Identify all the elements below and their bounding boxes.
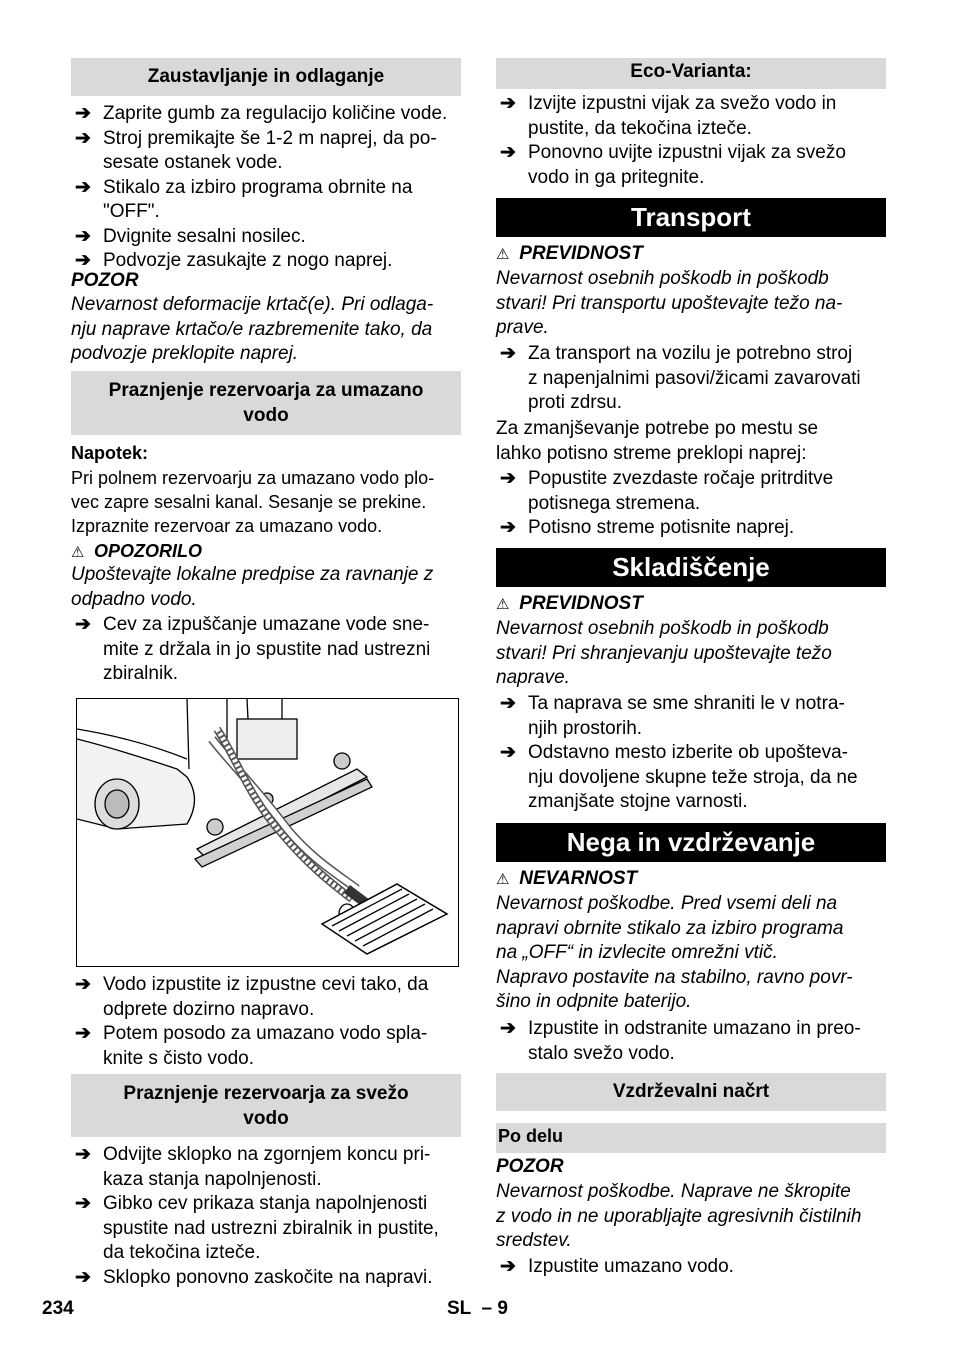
- section-title-dirty-water: Praznjenje rezervoarja za umazano vodo: [71, 371, 461, 435]
- list-item: [71, 973, 461, 1022]
- list-item-text: Potem posodo za umazano vodo spla- knite s čisto vodo.: [103, 1023, 428, 1069]
- list-item-text: Dvignite sesalni nosilec.: [103, 225, 306, 247]
- list-item: [71, 1192, 461, 1266]
- transport-warning-label-text: PREVIDNOST: [519, 243, 643, 264]
- warning-triangle-icon: ⚠: [496, 596, 510, 613]
- heading-care: Nega in vzdrževanje: [496, 823, 886, 862]
- warning-label: [71, 539, 461, 566]
- subsection-title-po-delu: Po delu: [496, 1123, 886, 1153]
- list-item-text: Popustite zvezdaste ročaje pritrditve potisnega stremena.: [528, 468, 834, 514]
- pozor-label: POZOR: [71, 270, 139, 291]
- list-item-text: Podvozje zasukajte z nogo naprej.: [103, 250, 393, 271]
- list-item: [496, 1255, 886, 1280]
- list-item-text: Odvijte sklopko na zgornjem koncu pri- kaza stanja napolnjenosti.: [103, 1144, 431, 1190]
- drain-hose-drawing: [77, 699, 459, 967]
- arrow-bullet-icon: ➔: [500, 343, 516, 364]
- list-fresh-water: [71, 1143, 461, 1290]
- list-item: [71, 1143, 461, 1192]
- list-item: [71, 225, 461, 250]
- list-item: [496, 467, 886, 516]
- arrow-bullet-icon: ➔: [75, 127, 91, 149]
- heading-storage: Skladiščenje: [496, 548, 886, 587]
- list-item-text: Izpustite umazano vodo.: [528, 1256, 734, 1277]
- arrow-bullet-icon: ➔: [75, 1266, 91, 1288]
- list-item-text: Stroj premikajte še 1-2 m naprej, da po- sesate ostanek vode.: [103, 127, 437, 173]
- arrow-bullet-icon: ➔: [500, 468, 516, 489]
- warning-label-text: OPOZORILO: [94, 541, 203, 561]
- arrow-bullet-icon: ➔: [500, 93, 516, 114]
- warning-text: Upoštevajte lokalne predpise za ravnanje z odpadno vodo.: [71, 564, 434, 610]
- storage-warning-label: [496, 592, 886, 618]
- section-title-stopping: Zaustavljanje in odlaganje: [71, 58, 461, 96]
- section-title-fresh-water: Praznjenje rezervoarja za svežo vodo: [71, 1074, 461, 1137]
- storage-warning-label-text: PREVIDNOST: [519, 593, 643, 614]
- list-stopping: [71, 102, 461, 274]
- list-item: [496, 342, 886, 416]
- list-item-text: Sklopko ponovno zaskočite na napravi.: [103, 1266, 433, 1288]
- list-item-text: Za transport na vozilu je potrebno stroj z napenjalnimi pasovi/žicami zavarovati proti zdrsu.: [528, 343, 861, 413]
- list-item: [496, 516, 886, 541]
- care-warning-label: [496, 867, 886, 893]
- arrow-bullet-icon: ➔: [75, 1023, 91, 1044]
- arrow-bullet-icon: ➔: [75, 974, 91, 995]
- arrow-bullet-icon: ➔: [500, 1018, 516, 1039]
- arrow-bullet-icon: ➔: [500, 517, 516, 538]
- warning-triangle-icon: ⚠: [496, 246, 510, 263]
- list-item: [496, 741, 886, 815]
- list-item: [71, 127, 461, 176]
- arrow-bullet-icon: ➔: [75, 225, 91, 247]
- list-dirty-water-b: [71, 973, 461, 1071]
- list-item-text: Stikalo za izbiro programa obrnite na "OFF".: [103, 176, 413, 222]
- list-item-text: Vodo izpustite iz izpustne cevi tako, da odprete dozirno napravo.: [103, 974, 429, 1020]
- arrow-bullet-icon: ➔: [75, 1193, 91, 1214]
- list-transport-a: [496, 342, 886, 416]
- po-delu-pozor-text: Nevarnost poškodbe. Naprave ne škropite z vodo in ne uporabljajte agresivnih čistilnih sredstev.: [496, 1181, 862, 1251]
- arrow-bullet-icon: ➔: [500, 142, 516, 163]
- page-number: 234: [42, 1298, 74, 1319]
- list-item-text: Ta naprava se sme shraniti le v notra- njih prostorih.: [528, 693, 845, 739]
- list-item-text: Odstavno mesto izberite ob upošteva- nju dovoljene skupne teže stroja, da ne zmanjšate stojne varnosti.: [528, 742, 858, 812]
- list-eco: [496, 92, 886, 190]
- list-item-text: Ponovno uvijte izpustni vijak za svežo vodo in ga pritegnite.: [528, 142, 846, 188]
- warning-triangle-icon: ⚠: [496, 871, 510, 888]
- arrow-bullet-icon: ➔: [500, 693, 516, 714]
- care-warning-label-text: NEVARNOST: [519, 868, 638, 889]
- storage-warning-text: Nevarnost osebnih poškodb in poškodb stvari! Pri shranjevanju upoštevajte težo naprave.: [496, 618, 832, 688]
- arrow-bullet-icon: ➔: [75, 103, 91, 124]
- section-title-plan: Vzdrževalni načrt: [496, 1073, 886, 1111]
- arrow-bullet-icon: ➔: [500, 742, 516, 763]
- list-item: [496, 92, 886, 141]
- list-dirty-water-a: [71, 613, 461, 687]
- arrow-bullet-icon: ➔: [75, 176, 91, 198]
- section-title-eco: Eco-Varianta:: [496, 58, 886, 89]
- warning-triangle-icon: ⚠: [71, 544, 85, 561]
- list-care: [496, 1017, 886, 1066]
- care-warning-text: Nevarnost poškodbe. Pred vsemi deli na napravi obrnite stikalo za izbiro programa na „OFF“ in izvlecite omrežni vtič. Napravo postavite na stabilno, ravno povr- šino in odpnite baterijo.: [496, 893, 853, 1012]
- list-po-delu: [496, 1255, 886, 1280]
- list-item: [496, 692, 886, 741]
- list-item-text: Zaprite gumb za regulacijo količine vode.: [103, 103, 448, 124]
- list-item-text: Potisno streme potisnite naprej.: [528, 517, 795, 538]
- pozor-text: Nevarnost deformacije krtač(e). Pri odlaga- nju naprave krtačo/e razbremenite tako, da podvozje preklopite naprej.: [71, 294, 434, 364]
- list-item: [71, 1266, 461, 1291]
- napotek-label: Napotek:: [71, 443, 149, 463]
- list-item: [71, 1022, 461, 1071]
- list-item: [71, 176, 461, 225]
- transport-warning-label: [496, 242, 886, 268]
- list-item: [71, 613, 461, 687]
- machine-illustration: [76, 698, 459, 967]
- arrow-bullet-icon: ➔: [75, 614, 91, 635]
- list-item-text: Izpustite in odstranite umazano in preo- stalo svežo vodo.: [528, 1018, 861, 1064]
- napotek-text: Pri polnem rezervoarju za umazano vodo plo- vec zapre sesalni kanal. Sesanje se prekine. Izpraznite rezervoar za umazano vodo.: [71, 468, 435, 536]
- transport-text: Za zmanjševanje potrebe po mestu se lahko potisno streme preklopi naprej:: [496, 418, 819, 464]
- list-storage: [496, 692, 886, 815]
- list-item: [496, 141, 886, 190]
- heading-transport: Transport: [496, 198, 886, 237]
- arrow-bullet-icon: ➔: [75, 1144, 91, 1165]
- list-item: [71, 102, 461, 127]
- list-item-text: Gibko cev prikaza stanja napolnjenosti spustite nad ustrezni zbiralnik in pustite, da tekočina izteče.: [103, 1193, 439, 1263]
- po-delu-pozor-label: POZOR: [496, 1156, 564, 1177]
- list-item-text: Izvijte izpustni vijak za svežo vodo in pustite, da tekočina izteče.: [528, 93, 837, 139]
- list-item: [496, 1017, 886, 1066]
- arrow-bullet-icon: ➔: [500, 1256, 516, 1277]
- language-page-label: SL – 9: [447, 1298, 508, 1319]
- list-item-text: Cev za izpuščanje umazane vode sne- mite z držala in jo spustite nad ustrezni zbiralnik.: [103, 614, 431, 684]
- transport-warning-text: Nevarnost osebnih poškodb in poškodb stvari! Pri transportu upoštevajte težo na- prave.: [496, 268, 843, 338]
- arrow-bullet-icon: ➔: [75, 250, 91, 271]
- list-transport-b: [496, 467, 886, 541]
